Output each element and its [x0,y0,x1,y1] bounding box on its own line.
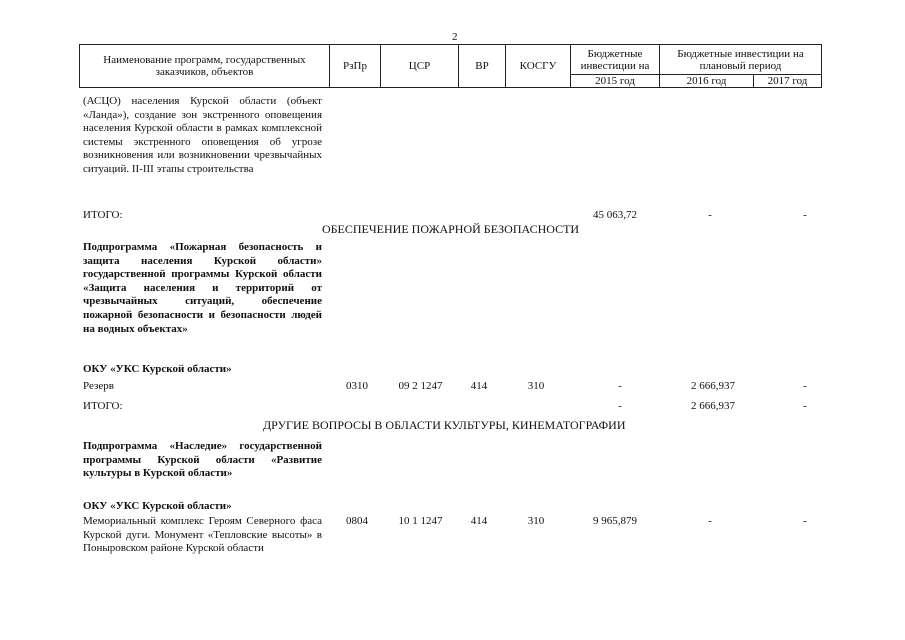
row-2015-reserve: - [618,380,622,392]
total-2017-1: - [803,209,807,221]
row-kosgu-reserve: 310 [527,380,545,392]
row-2017-reserve: - [803,380,807,392]
section-title-fire-safety: ОБЕСПЕЧЕНИЕ ПОЖАРНОЙ БЕЗОПАСНОСТИ [322,222,580,236]
row-vr-reserve: 414 [470,380,488,392]
table-header [79,44,822,88]
row-2016-memorial: - [708,515,712,527]
header-rzpr: РзПр [330,45,381,88]
header-kosgu: КОСГУ [506,45,571,88]
row-2017-memorial: - [803,515,807,527]
header-name-column: Наименование программ, государственных заказчиков, объектов [80,45,330,88]
customer-culture: ОКУ «УКС Курской области» [83,500,232,512]
header-csr: ЦСР [381,45,459,88]
subprogram-fire-safety: Подпрограмма «Пожарная безопасность и защита населения Курской области» государственной программы Курской области «Защита населения и территорий от чрезвычайных ситуаций, обеспечение пожарной безопасности и безопасности людей на водных объектах» [83,241,322,335]
object-description-continued: (АСЦО) населения Курской области (объект «Ланда»), создание зон экстренного оповещения населения Курской области в рамках комплексной системы экстренного оповещения об угрозе возникновения или возникновении чрезвычайных ситуаций. II-III этапы строительства [83,95,322,175]
row-2016-reserve: 2 666,937 [691,380,735,392]
customer-fire-safety: ОКУ «УКС Курской области» [83,363,232,375]
page-number: 2 [452,31,458,43]
header-budget-2015: Бюджетные инвестиции на [571,45,660,75]
subprogram-culture: Подпрограмма «Наследие» государственной программы Курской области «Развитие культуры в Курской области» [83,440,322,480]
row-csr-reserve: 09 2 1247 [398,380,443,392]
header-year-2016: 2016 год [660,75,754,88]
total-2015-1: 45 063,72 [593,209,637,221]
section-title-culture: ДРУГИЕ ВОПРОСЫ В ОБЛАСТИ КУЛЬТУРЫ, КИНЕМАТОГРАФИИ [263,418,626,432]
header-vr: ВР [459,45,506,88]
total-label-1: ИТОГО: [83,209,123,221]
row-vr-memorial: 414 [470,515,488,527]
total-label-2: ИТОГО: [83,400,123,412]
header-year-2017: 2017 год [754,75,822,88]
row-2015-memorial: 9 965,879 [593,515,637,527]
row-name-memorial: Мемориальный комплекс Героям Северного фаса Курской дуги. Монумент «Тепловские высоты» в Поныровском районе Курской области [83,515,322,555]
row-kosgu-memorial: 310 [527,515,545,527]
row-rzpr-memorial: 0804 [346,515,368,527]
row-csr-memorial: 10 1 1247 [398,515,443,527]
total-2016-1: - [708,209,712,221]
total-2015-2: - [618,400,622,412]
total-2016-2: 2 666,937 [691,400,735,412]
row-rzpr-reserve: 0310 [346,380,368,392]
header-planned-period: Бюджетные инвестиции на плановый период [660,45,822,75]
row-name-reserve: Резерв [83,380,114,392]
total-2017-2: - [803,400,807,412]
header-year-2015: 2015 год [571,75,660,88]
